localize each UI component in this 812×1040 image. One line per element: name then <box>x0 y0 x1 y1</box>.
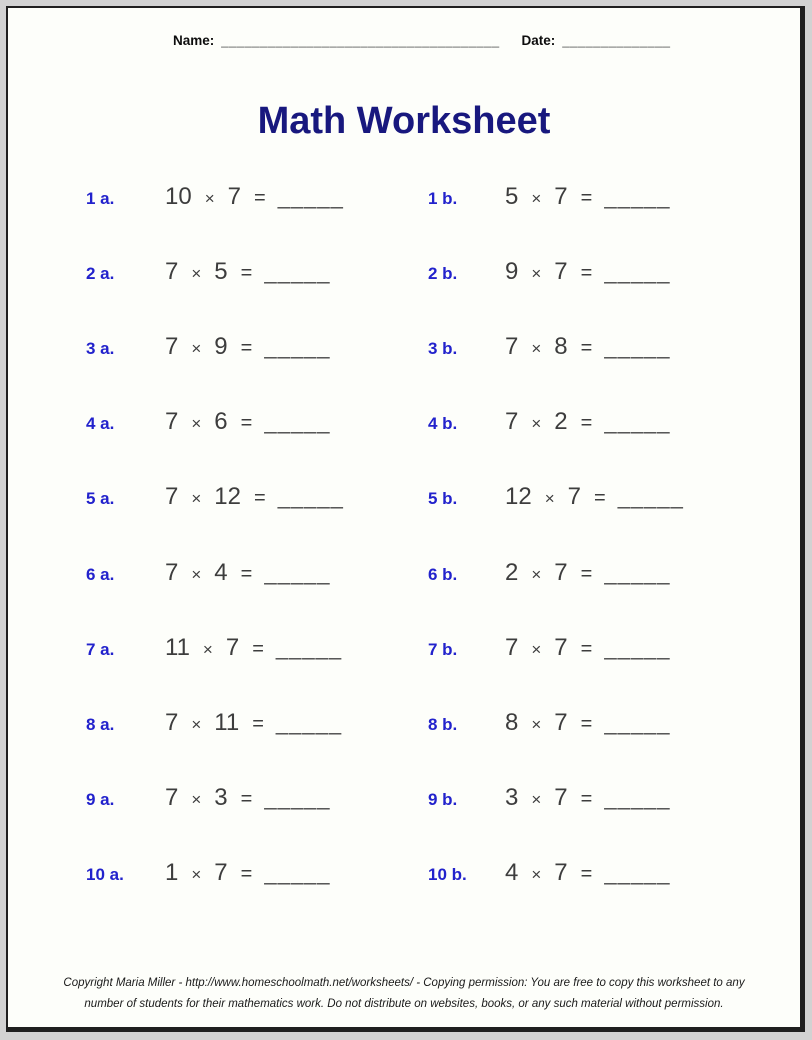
multiplication-sign-icon: × <box>531 865 542 885</box>
multiplicand: 5 <box>505 182 519 210</box>
problem-row-7 <box>8 610 800 685</box>
multiplicand: 3 <box>505 784 519 812</box>
multiplier: 2 <box>554 408 568 436</box>
multiplier: 6 <box>214 408 228 436</box>
problem-9b <box>404 784 800 812</box>
equals-sign: = <box>240 562 253 585</box>
answer-blank: _____ <box>264 409 331 435</box>
problem-row-3 <box>8 309 800 384</box>
problem-row-9 <box>8 761 800 836</box>
problem-label: 6 b. <box>428 564 458 584</box>
equals-sign: = <box>240 788 253 811</box>
multiplication-sign-icon: × <box>191 865 202 885</box>
multiplicand: 7 <box>165 483 179 511</box>
multiplier: 5 <box>214 257 228 285</box>
problem-5b <box>404 483 800 511</box>
name-label: Name: <box>173 33 215 48</box>
multiplier: 9 <box>214 332 228 360</box>
answer-blank: _____ <box>264 785 331 811</box>
date-blank-line: ______________ <box>562 33 671 48</box>
equals-sign: = <box>252 637 264 660</box>
answer-blank: _____ <box>275 709 343 735</box>
problem-10a <box>8 859 404 887</box>
equals-sign: = <box>580 788 593 811</box>
multiplicand: 7 <box>505 408 519 436</box>
problem-label: 3 b. <box>428 338 458 358</box>
problem-label: 8 b. <box>428 714 458 734</box>
problem-row-5 <box>8 460 800 535</box>
multiplier: 4 <box>214 558 228 586</box>
problem-8b <box>404 709 800 737</box>
multiplier: 8 <box>554 332 568 360</box>
equals-sign: = <box>580 562 593 585</box>
multiplicand: 7 <box>505 633 519 661</box>
date-label: Date: <box>521 33 556 48</box>
equals-sign: = <box>240 261 253 284</box>
problem-label: 10 a. <box>86 865 124 885</box>
multiplicand: 7 <box>165 408 179 436</box>
multiplicand: 7 <box>165 257 179 285</box>
multiplication-sign-icon: × <box>531 414 542 434</box>
multiplication-sign-icon: × <box>531 263 542 283</box>
problem-label: 1 a. <box>86 188 115 208</box>
problem-row-1 <box>8 159 800 234</box>
multiplier: 7 <box>554 859 568 887</box>
equals-sign: = <box>240 412 253 435</box>
multiplication-sign-icon: × <box>191 714 202 734</box>
problem-row-4 <box>8 385 800 460</box>
answer-blank: _____ <box>264 860 331 886</box>
multiplicand: 9 <box>505 257 519 285</box>
problem-2a <box>8 258 404 286</box>
problem-label: 5 b. <box>428 489 458 509</box>
problem-row-2 <box>8 234 800 309</box>
multiplier: 7 <box>554 784 568 812</box>
copyright-line-2: number of students for their mathematics work. Do not distribute on websites, books, or any such material without permission. <box>84 998 724 1010</box>
problem-7a <box>8 634 404 662</box>
equals-sign: = <box>252 712 264 735</box>
equals-sign: = <box>580 186 593 209</box>
multiplication-sign-icon: × <box>191 564 202 584</box>
multiplier: 7 <box>225 633 240 661</box>
problem-label: 3 a. <box>86 338 115 358</box>
worksheet-page <box>6 6 805 1032</box>
problem-label: 4 a. <box>86 414 115 434</box>
multiplier: 12 <box>214 483 241 511</box>
multiplication-sign-icon: × <box>544 489 555 509</box>
problem-4b <box>404 408 800 436</box>
answer-blank: _____ <box>604 409 671 435</box>
problem-10b <box>404 859 800 887</box>
multiplier: 7 <box>554 708 568 736</box>
problem-2b <box>404 258 800 286</box>
equals-sign: = <box>580 261 593 284</box>
problem-1a <box>8 183 404 211</box>
answer-blank: _____ <box>604 860 671 886</box>
multiplier: 7 <box>554 257 568 285</box>
multiplicand: 8 <box>505 708 519 736</box>
problem-label: 4 b. <box>428 414 458 434</box>
multiplication-sign-icon: × <box>531 188 542 208</box>
copyright-text <box>8 973 800 1015</box>
header-name-date-row <box>173 33 671 48</box>
multiplier: 11 <box>214 708 240 736</box>
problem-label: 6 a. <box>86 564 115 584</box>
problem-row-8 <box>8 685 800 760</box>
problem-label: 2 b. <box>428 263 458 283</box>
problem-6a <box>8 559 404 587</box>
multiplication-sign-icon: × <box>191 414 202 434</box>
multiplicand: 11 <box>165 633 190 661</box>
multiplication-sign-icon: × <box>531 790 542 810</box>
worksheet-title: Math Worksheet <box>257 100 551 142</box>
multiplicand: 2 <box>505 558 519 586</box>
multiplication-sign-icon: × <box>191 489 202 509</box>
answer-blank: _____ <box>617 484 684 510</box>
problem-label: 9 a. <box>86 790 115 810</box>
multiplication-sign-icon: × <box>202 639 213 659</box>
multiplication-sign-icon: × <box>191 263 202 283</box>
answer-blank: _____ <box>604 559 671 585</box>
multiplicand: 12 <box>505 483 532 511</box>
problem-label: 5 a. <box>86 489 115 509</box>
problem-label: 10 b. <box>428 865 467 885</box>
answer-blank: _____ <box>277 484 344 510</box>
equals-sign: = <box>580 336 593 359</box>
problem-label: 9 b. <box>428 790 458 810</box>
problem-label: 1 b. <box>428 188 458 208</box>
copyright-line-1: Copyright Maria Miller - http://www.homeschoolmath.net/worksheets/ - Copying permission: You are free to copy this worksheet to any <box>63 977 745 989</box>
problem-label: 8 a. <box>86 714 115 734</box>
multiplicand: 4 <box>505 859 519 887</box>
equals-sign: = <box>594 487 606 510</box>
equals-sign: = <box>254 186 266 209</box>
answer-blank: _____ <box>604 785 671 811</box>
problem-4a <box>8 408 404 436</box>
multiplication-sign-icon: × <box>531 639 542 659</box>
equals-sign: = <box>580 637 593 660</box>
multiplier: 7 <box>214 859 228 887</box>
multiplier: 7 <box>227 182 241 210</box>
problem-3b <box>404 333 800 361</box>
answer-blank: _____ <box>264 333 331 359</box>
multiplicand: 7 <box>165 558 179 586</box>
problem-3a <box>8 333 404 361</box>
answer-blank: _____ <box>604 258 671 284</box>
answer-blank: _____ <box>277 183 344 209</box>
problem-7b <box>404 634 800 662</box>
multiplication-sign-icon: × <box>191 790 202 810</box>
multiplication-sign-icon: × <box>531 564 542 584</box>
multiplicand: 7 <box>165 784 179 812</box>
problem-5a <box>8 483 404 511</box>
name-blank-line: ____________________________________ <box>221 33 500 48</box>
problem-row-6 <box>8 535 800 610</box>
answer-blank: _____ <box>604 634 671 660</box>
answer-blank: _____ <box>604 183 671 209</box>
equals-sign: = <box>580 712 593 735</box>
date-block <box>522 33 671 48</box>
equals-sign: = <box>240 863 253 886</box>
equals-sign: = <box>580 412 593 435</box>
multiplicand: 10 <box>165 182 192 210</box>
multiplicand: 1 <box>165 859 179 887</box>
multiplier: 7 <box>554 558 568 586</box>
answer-blank: _____ <box>264 258 331 284</box>
answer-blank: _____ <box>604 709 671 735</box>
problem-row-10 <box>8 836 800 911</box>
problem-9a <box>8 784 404 812</box>
problem-6b <box>404 559 800 587</box>
multiplication-sign-icon: × <box>191 338 202 358</box>
multiplier: 7 <box>567 483 581 511</box>
equals-sign: = <box>254 487 266 510</box>
multiplication-sign-icon: × <box>531 338 542 358</box>
multiplier: 7 <box>554 633 568 661</box>
multiplier: 7 <box>554 182 568 210</box>
problem-label: 7 b. <box>428 639 458 659</box>
multiplication-sign-icon: × <box>531 714 542 734</box>
answer-blank: _____ <box>264 559 331 585</box>
multiplicand: 7 <box>165 708 179 736</box>
multiplicand: 7 <box>505 332 519 360</box>
answer-blank: _____ <box>604 333 671 359</box>
multiplication-sign-icon: × <box>204 188 215 208</box>
multiplier: 3 <box>214 784 228 812</box>
problem-label: 2 a. <box>86 263 115 283</box>
problem-8a <box>8 709 404 737</box>
equals-sign: = <box>580 863 593 886</box>
problem-label: 7 a. <box>86 639 115 659</box>
problem-1b <box>404 183 800 211</box>
problems-grid <box>8 159 800 911</box>
multiplicand: 7 <box>165 332 179 360</box>
equals-sign: = <box>240 336 253 359</box>
answer-blank: _____ <box>275 634 343 660</box>
